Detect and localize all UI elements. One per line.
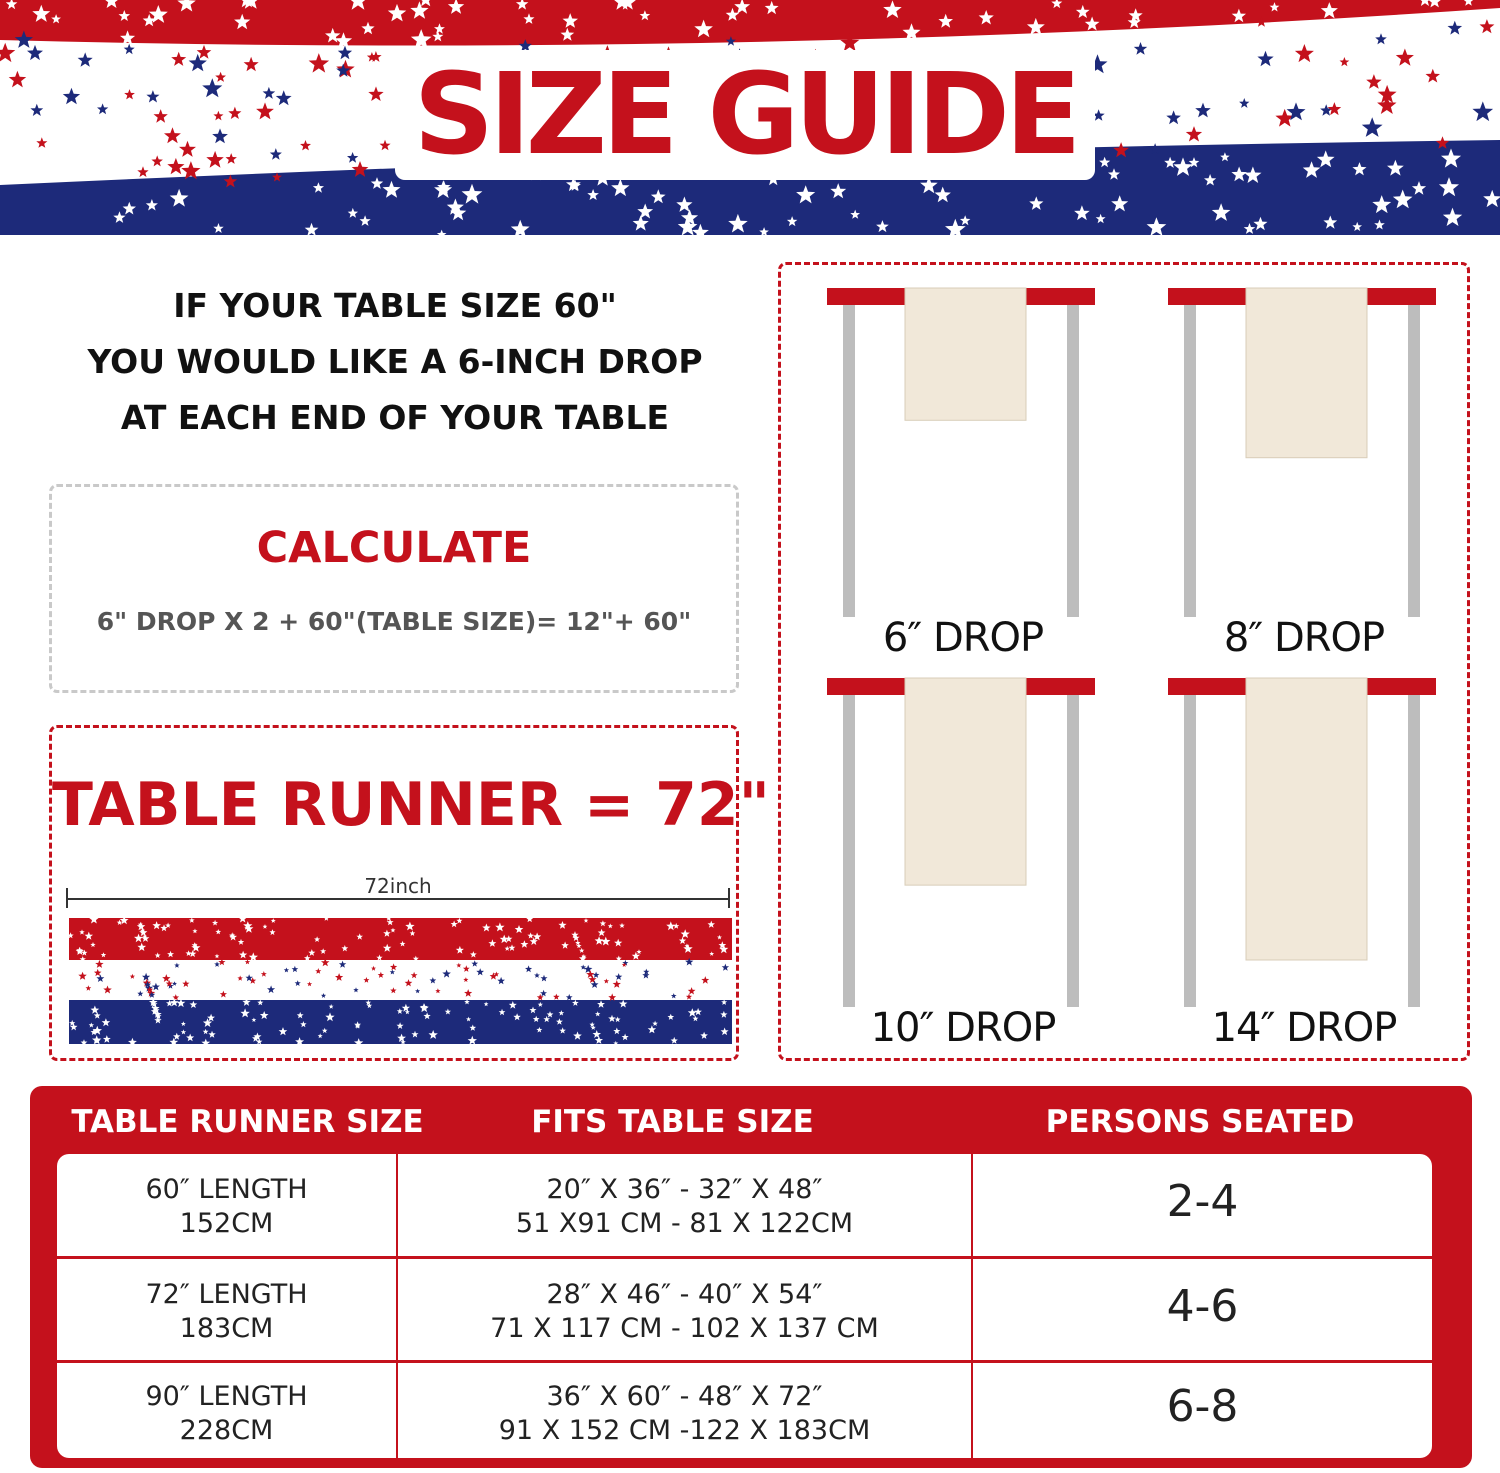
drop-label-10: 10″ DROP bbox=[870, 1005, 1056, 1051]
table-leg bbox=[1408, 688, 1420, 1007]
table-leg bbox=[1408, 298, 1420, 617]
runner-illustration bbox=[69, 918, 732, 1044]
table-leg bbox=[1184, 688, 1196, 1007]
measure-line bbox=[66, 898, 730, 900]
size-cm: 228CM bbox=[179, 1415, 274, 1446]
measure-tick-right bbox=[728, 888, 730, 908]
intro-line-2: YOU WOULD LIKE A 6-INCH DROP bbox=[87, 342, 703, 381]
drop-diagrams bbox=[781, 265, 1467, 1058]
table-leg bbox=[1184, 298, 1196, 617]
runner-result: TABLE RUNNER = 72" bbox=[52, 770, 770, 840]
runner-size-cell bbox=[57, 1278, 396, 1346]
calculate-formula: 6" DROP X 2 + 60"(TABLE SIZE)= 12"+ 60" bbox=[96, 607, 692, 636]
fits-cm: 71 X 117 CM - 102 X 137 CM bbox=[490, 1313, 879, 1344]
measure-tick-left bbox=[66, 888, 68, 908]
runner-measure bbox=[66, 876, 730, 906]
persons-cell: 6-8 bbox=[1166, 1381, 1239, 1432]
runner-measure-label: 72inch bbox=[364, 874, 432, 898]
runner-size-cell bbox=[57, 1380, 396, 1448]
fits-inches: 28″ X 46″ - 40″ X 54″ bbox=[546, 1279, 823, 1310]
drop-label-8: 8″ DROP bbox=[1223, 615, 1385, 661]
runner-drop bbox=[905, 678, 1026, 885]
fits-cell bbox=[398, 1173, 971, 1241]
drop-diagrams-box bbox=[778, 262, 1470, 1061]
runner-drop bbox=[1246, 678, 1367, 960]
table-leg bbox=[1067, 298, 1079, 617]
banner-title: SIZE GUIDE bbox=[413, 50, 1077, 180]
size-cm: 152CM bbox=[179, 1208, 274, 1239]
header-fits-table: FITS TABLE SIZE bbox=[531, 1104, 814, 1140]
table-leg bbox=[843, 298, 855, 617]
fits-cell bbox=[398, 1380, 971, 1448]
persons-cell: 4-6 bbox=[1166, 1281, 1239, 1332]
fits-cell bbox=[398, 1278, 971, 1346]
runner-result-box bbox=[49, 725, 770, 1061]
runner-drop bbox=[905, 288, 1026, 420]
calculate-box bbox=[49, 484, 739, 693]
table-body bbox=[57, 1154, 1432, 1458]
fits-cm: 91 X 152 CM -122 X 183CM bbox=[498, 1415, 871, 1446]
banner bbox=[0, 0, 1500, 235]
header-persons: PERSONS SEATED bbox=[1045, 1104, 1355, 1140]
runner-drop bbox=[1246, 288, 1367, 458]
intro-line-3: AT EACH END OF YOUR TABLE bbox=[120, 398, 670, 437]
table-leg bbox=[843, 688, 855, 1007]
drop-label-6: 6″ DROP bbox=[882, 615, 1044, 661]
table-leg bbox=[1067, 688, 1079, 1007]
banner-title-plate bbox=[395, 50, 1095, 180]
persons-cell: 2-4 bbox=[1166, 1176, 1239, 1227]
fits-cm: 51 X91 CM - 81 X 122CM bbox=[515, 1208, 854, 1239]
fits-inches: 20″ X 36″ - 32″ X 48″ bbox=[546, 1174, 823, 1205]
size-length: 90″ LENGTH bbox=[145, 1381, 308, 1412]
intro-text bbox=[40, 278, 750, 446]
row-divider bbox=[57, 1256, 1432, 1259]
drop-label-14: 14″ DROP bbox=[1211, 1005, 1397, 1051]
size-length: 60″ LENGTH bbox=[145, 1174, 308, 1205]
size-cm: 183CM bbox=[179, 1313, 274, 1344]
row-divider bbox=[57, 1360, 1432, 1363]
calculate-title: CALCULATE bbox=[256, 523, 532, 573]
runner-size-cell bbox=[57, 1173, 396, 1241]
intro-line-1: IF YOUR TABLE SIZE 60" bbox=[173, 286, 617, 325]
size-length: 72″ LENGTH bbox=[145, 1279, 308, 1310]
size-table bbox=[30, 1086, 1472, 1468]
header-runner-size: TABLE RUNNER SIZE bbox=[71, 1104, 424, 1140]
fits-inches: 36″ X 60″ - 48″ X 72″ bbox=[546, 1381, 823, 1412]
